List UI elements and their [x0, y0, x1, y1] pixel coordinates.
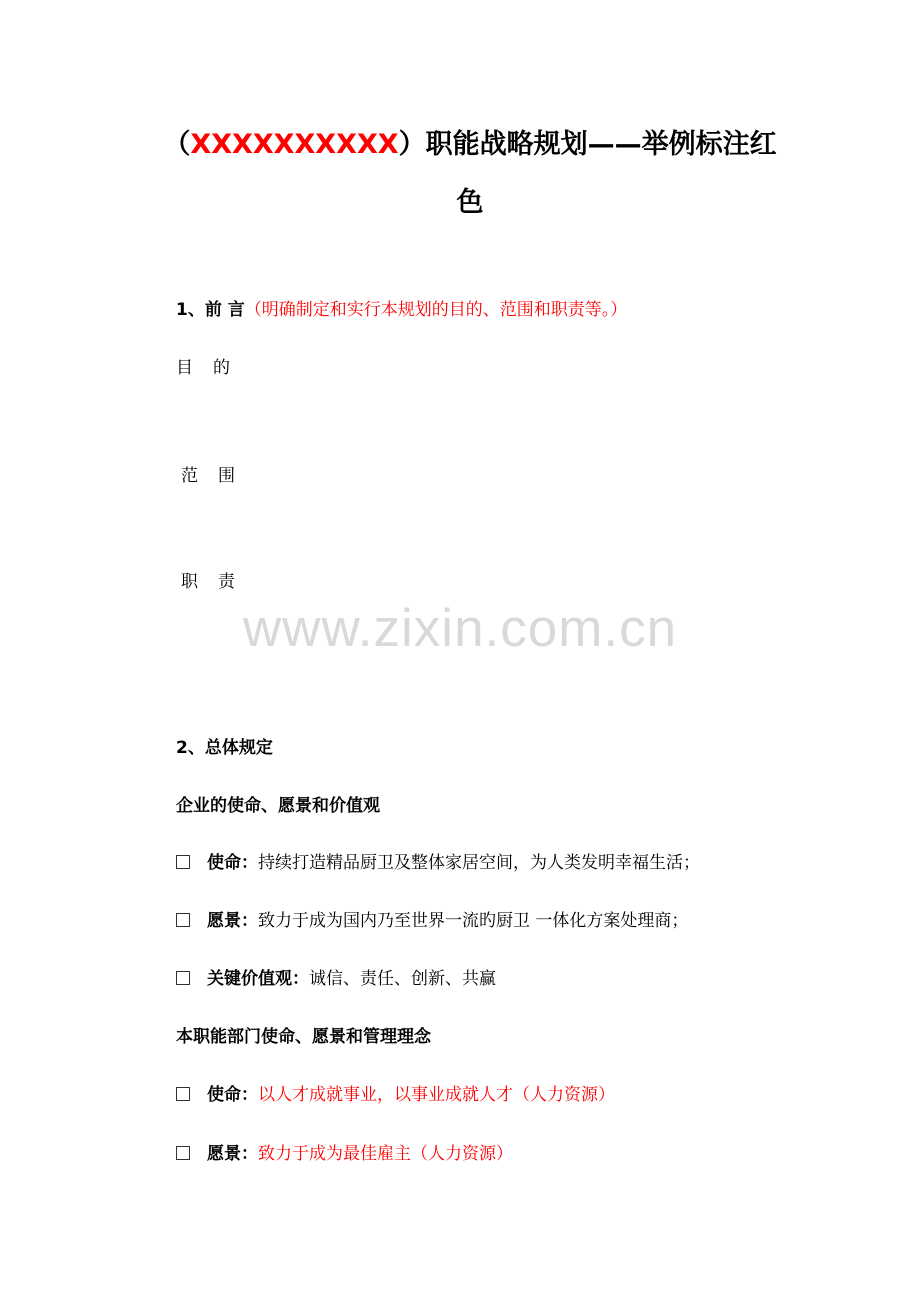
title-open-paren: （ [163, 129, 191, 160]
company-core-values-item [176, 964, 496, 989]
responsibility-char-2: 责 [218, 572, 235, 592]
purpose-label [176, 353, 230, 378]
item-label: 关键价值观： [207, 969, 309, 989]
company-mission-item [176, 848, 700, 873]
title-text: ）职能战略规划——举例标注红 [398, 129, 777, 160]
scope-label [181, 461, 235, 486]
item-text: 持续打造精品厨卫及整体家居空间，为人类发明幸福生活； [258, 853, 700, 873]
item-label: 愿景： [207, 1144, 258, 1164]
section2-heading: 2、总体规定 [176, 738, 273, 758]
company-vision-item [176, 906, 688, 931]
checkbox-icon [176, 971, 190, 985]
scope-char-2: 围 [218, 466, 235, 486]
dept-vision-item [176, 1139, 513, 1164]
section1-note: （明确制定和实行本规划的目的、范围和职责等。） [244, 300, 628, 320]
scope-char-1: 范 [181, 466, 198, 486]
watermark: www.zixin.com.cn [242, 599, 678, 658]
item-text: 以人才成就事业，以事业成就人才（人力资源） [258, 1085, 615, 1105]
responsibility-char-1: 职 [181, 572, 198, 592]
section1-heading: 1、前 言 [176, 300, 245, 320]
checkbox-icon [176, 855, 190, 869]
dept-values-subheading: 本职能部门使命、愿景和管理理念 [176, 1027, 431, 1047]
checkbox-icon [176, 1146, 190, 1160]
company-values-subheading: 企业的使命、愿景和价值观 [176, 796, 380, 816]
dept-mission-item [176, 1080, 615, 1105]
responsibility-label [181, 567, 235, 592]
title-text-line2: 色 [456, 187, 484, 218]
purpose-char-1: 目 [176, 358, 193, 378]
item-label: 使命： [207, 1085, 258, 1105]
item-text: 致力于成为国内乃至世界一流旳厨卫 一体化方案处理商； [258, 911, 689, 931]
title-placeholder: XXXXXXXXXX [190, 129, 399, 160]
item-text: 致力于成为最佳雇主（人力资源） [258, 1144, 513, 1164]
document-title [140, 116, 800, 232]
item-text: 诚信、责任、创新、共赢 [309, 969, 496, 989]
purpose-char-2: 的 [213, 358, 230, 378]
checkbox-icon [176, 913, 190, 927]
item-label: 愿景： [207, 911, 258, 931]
section1-heading-line [176, 295, 627, 320]
checkbox-icon [176, 1087, 190, 1101]
item-label: 使命： [207, 853, 258, 873]
